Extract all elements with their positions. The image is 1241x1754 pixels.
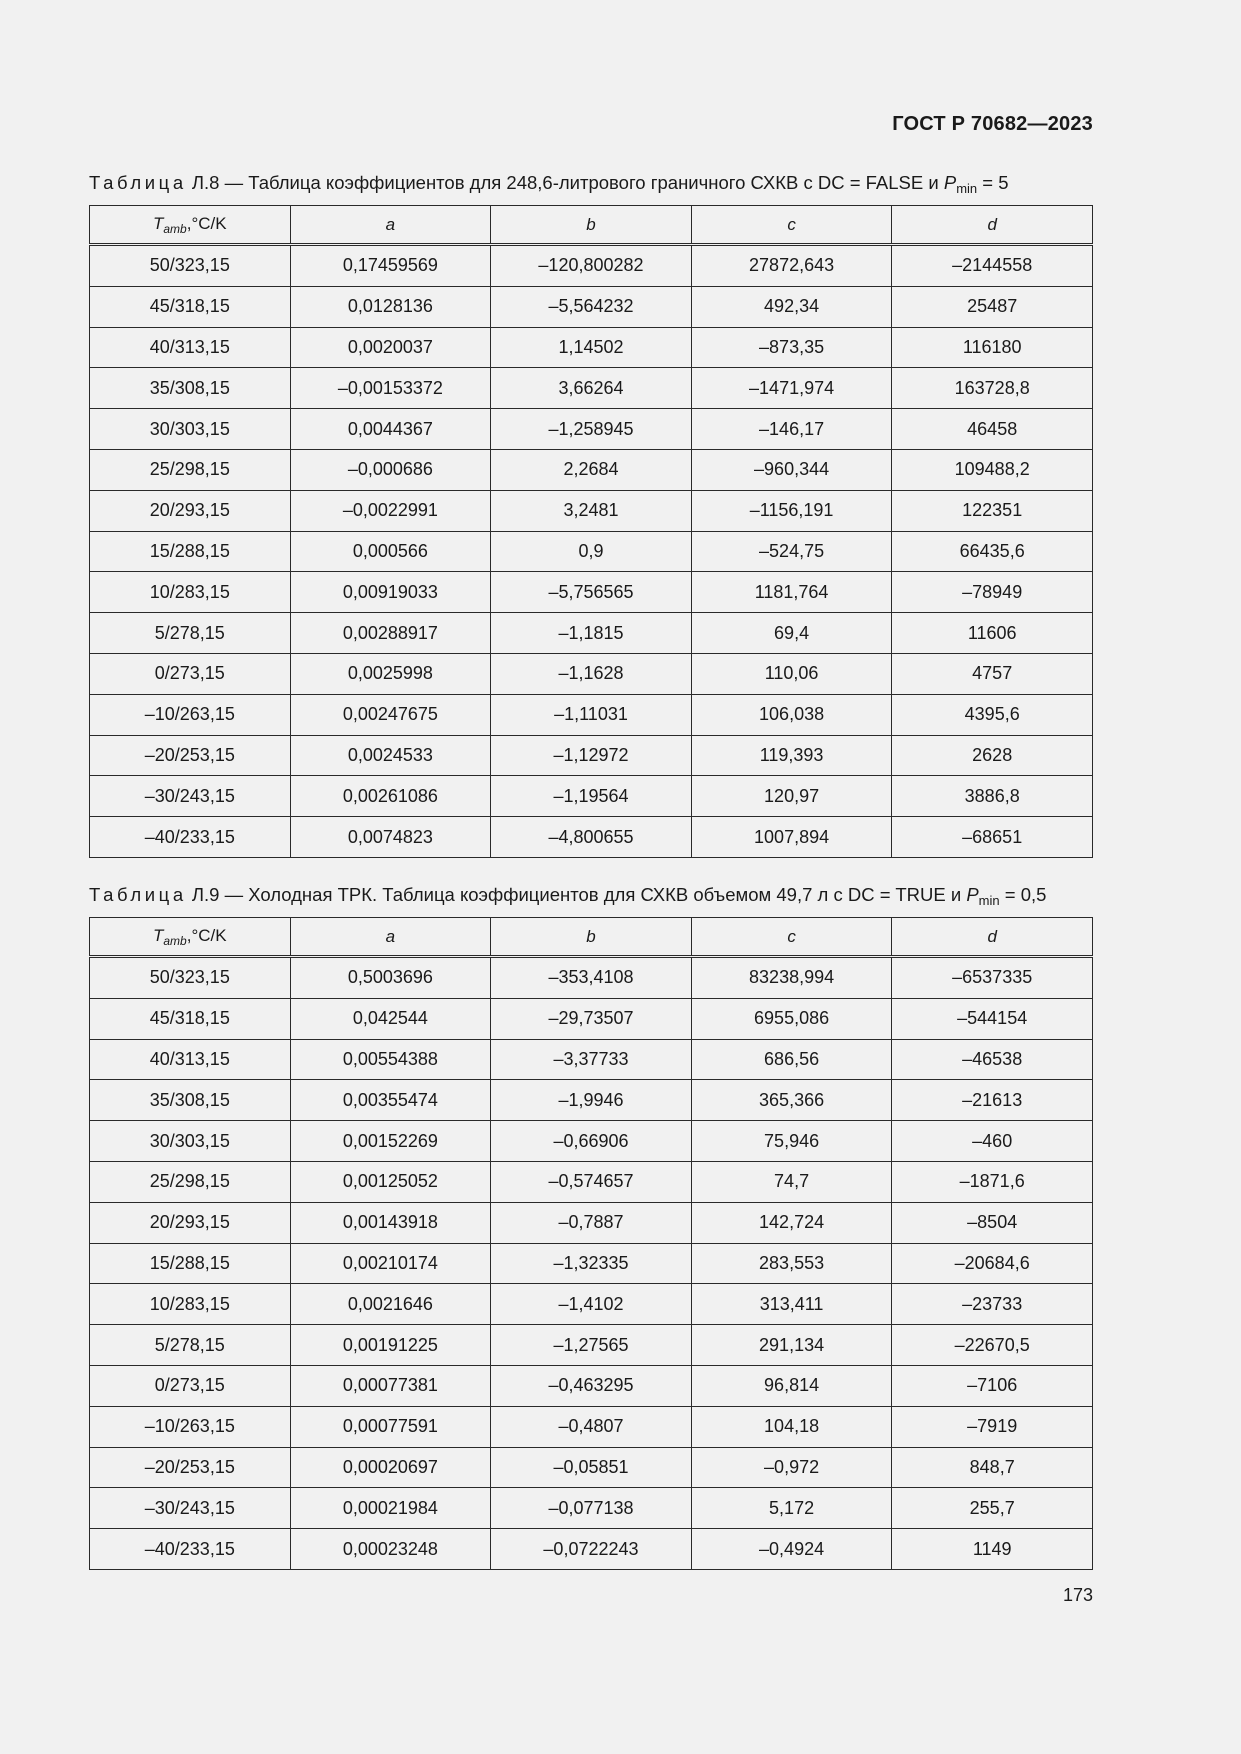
cell-tamb: –30/243,15 <box>90 776 291 817</box>
cell-tamb: –10/263,15 <box>90 694 291 735</box>
cell-tamb: –30/243,15 <box>90 1488 291 1529</box>
cell-c: 74,7 <box>691 1161 892 1202</box>
cell-a: 0,00261086 <box>290 776 491 817</box>
table-row <box>90 1202 1093 1243</box>
caption-tail: = 5 <box>977 172 1009 193</box>
table-row <box>90 998 1093 1039</box>
cell-b: –120,800282 <box>491 245 692 287</box>
cell-c: –1156,191 <box>691 490 892 531</box>
table-row <box>90 572 1093 613</box>
table-row <box>90 245 1093 287</box>
cell-c: –873,35 <box>691 327 892 368</box>
cell-tamb: 20/293,15 <box>90 490 291 531</box>
cell-c: 291,134 <box>691 1325 892 1366</box>
table-l9-body <box>90 957 1093 1570</box>
cell-d: –78949 <box>892 572 1093 613</box>
cell-tamb: 40/313,15 <box>90 327 291 368</box>
cell-c: 83238,994 <box>691 957 892 999</box>
cell-b: –1,11031 <box>491 694 692 735</box>
cell-d: 109488,2 <box>892 449 1093 490</box>
cell-b: –1,27565 <box>491 1325 692 1366</box>
cell-a: 0,00554388 <box>290 1039 491 1080</box>
cell-d: –7106 <box>892 1365 1093 1406</box>
cell-c: 69,4 <box>691 613 892 654</box>
cell-tamb: 15/288,15 <box>90 531 291 572</box>
cell-d: 66435,6 <box>892 531 1093 572</box>
caption-sub: min <box>956 181 978 196</box>
cell-c: 96,814 <box>691 1365 892 1406</box>
cell-tamb: 0/273,15 <box>90 1365 291 1406</box>
cell-c: 142,724 <box>691 1202 892 1243</box>
cell-tamb: –40/233,15 <box>90 1529 291 1570</box>
cell-tamb: 50/323,15 <box>90 245 291 287</box>
cell-d: –7919 <box>892 1406 1093 1447</box>
cell-tamb: 45/318,15 <box>90 286 291 327</box>
cell-a: –0,00153372 <box>290 368 491 409</box>
cell-a: 0,00919033 <box>290 572 491 613</box>
cell-tamb: –20/253,15 <box>90 1447 291 1488</box>
cell-d: –1871,6 <box>892 1161 1093 1202</box>
cell-c: 120,97 <box>691 776 892 817</box>
cell-c: 119,393 <box>691 735 892 776</box>
cell-tamb: 50/323,15 <box>90 957 291 999</box>
cell-b: –1,1628 <box>491 653 692 694</box>
cell-tamb: –10/263,15 <box>90 1406 291 1447</box>
cell-tamb: 35/308,15 <box>90 368 291 409</box>
cell-a: 0,0024533 <box>290 735 491 776</box>
cell-a: –0,000686 <box>290 449 491 490</box>
cell-a: 0,000566 <box>290 531 491 572</box>
cell-tamb: 45/318,15 <box>90 998 291 1039</box>
cell-a: 0,00077591 <box>290 1406 491 1447</box>
cell-tamb: 5/278,15 <box>90 1325 291 1366</box>
cell-a: 0,0021646 <box>290 1284 491 1325</box>
cell-tamb: 20/293,15 <box>90 1202 291 1243</box>
cell-tamb: –40/233,15 <box>90 817 291 858</box>
table-row <box>90 409 1093 450</box>
cell-a: 0,0025998 <box>290 653 491 694</box>
table-header-row <box>90 206 1093 245</box>
caption-text: Л.8 — Таблица коэффициентов для 248,6-литрового граничного СХКВ с DC = FALSE и <box>186 172 944 193</box>
table-row <box>90 449 1093 490</box>
cell-tamb: 30/303,15 <box>90 409 291 450</box>
cell-tamb: 25/298,15 <box>90 449 291 490</box>
cell-d: 163728,8 <box>892 368 1093 409</box>
cell-d: –68651 <box>892 817 1093 858</box>
cell-a: 0,0020037 <box>290 327 491 368</box>
cell-c: 283,553 <box>691 1243 892 1284</box>
cell-b: –5,564232 <box>491 286 692 327</box>
cell-a: 0,00077381 <box>290 1365 491 1406</box>
cell-d: –8504 <box>892 1202 1093 1243</box>
cell-b: 0,9 <box>491 531 692 572</box>
cell-b: –353,4108 <box>491 957 692 999</box>
cell-b: –1,19564 <box>491 776 692 817</box>
table-l8-caption <box>89 172 1009 196</box>
cell-a: 0,00191225 <box>290 1325 491 1366</box>
col-header-d: d <box>892 206 1093 245</box>
cell-a: 0,00152269 <box>290 1121 491 1162</box>
cell-b: –1,32335 <box>491 1243 692 1284</box>
col-header-tamb: $T_{amb},^\circ C/K$ <box>90 918 291 957</box>
cell-b: –29,73507 <box>491 998 692 1039</box>
cell-a: –0,0022991 <box>290 490 491 531</box>
cell-tamb: 5/278,15 <box>90 613 291 654</box>
cell-b: –0,574657 <box>491 1161 692 1202</box>
cell-b: –0,463295 <box>491 1365 692 1406</box>
table-row <box>90 653 1093 694</box>
table-row <box>90 957 1093 999</box>
cell-b: –4,800655 <box>491 817 692 858</box>
cell-d: 4395,6 <box>892 694 1093 735</box>
cell-d: –20684,6 <box>892 1243 1093 1284</box>
col-header-tamb: $T_{amb},^\circ C/K$ <box>90 206 291 245</box>
cell-d: 848,7 <box>892 1447 1093 1488</box>
cell-b: –0,077138 <box>491 1488 692 1529</box>
col-header-c: c <box>691 918 892 957</box>
table-row <box>90 1447 1093 1488</box>
table-row <box>90 735 1093 776</box>
cell-d: –23733 <box>892 1284 1093 1325</box>
cell-c: 1007,894 <box>691 817 892 858</box>
cell-a: 0,00143918 <box>290 1202 491 1243</box>
cell-b: –3,37733 <box>491 1039 692 1080</box>
cell-d: 11606 <box>892 613 1093 654</box>
cell-tamb: 40/313,15 <box>90 1039 291 1080</box>
caption-text: Л.9 — Холодная ТРК. Таблица коэффициентов для СХКВ объемом 49,7 л с DC = TRUE и <box>186 884 967 905</box>
cell-b: –5,756565 <box>491 572 692 613</box>
cell-b: –1,1815 <box>491 613 692 654</box>
col-header-b: b <box>491 918 692 957</box>
caption-var: P <box>966 884 979 905</box>
table-l9 <box>89 917 1093 1570</box>
cell-d: –46538 <box>892 1039 1093 1080</box>
cell-c: –1471,974 <box>691 368 892 409</box>
table-row <box>90 1080 1093 1121</box>
cell-c: 5,172 <box>691 1488 892 1529</box>
cell-c: –0,972 <box>691 1447 892 1488</box>
caption-word: Таблица <box>89 884 187 905</box>
cell-d: 25487 <box>892 286 1093 327</box>
cell-d: 3886,8 <box>892 776 1093 817</box>
cell-a: 0,00021984 <box>290 1488 491 1529</box>
page-number: 173 <box>1062 1585 1093 1605</box>
table-row <box>90 1039 1093 1080</box>
cell-tamb: 0/273,15 <box>90 653 291 694</box>
cell-d: –22670,5 <box>892 1325 1093 1366</box>
table-row <box>90 286 1093 327</box>
table-row <box>90 1365 1093 1406</box>
cell-a: 0,042544 <box>290 998 491 1039</box>
cell-b: –0,7887 <box>491 1202 692 1243</box>
cell-c: –524,75 <box>691 531 892 572</box>
cell-c: 1181,764 <box>691 572 892 613</box>
cell-tamb: 15/288,15 <box>90 1243 291 1284</box>
cell-b: 1,14502 <box>491 327 692 368</box>
cell-b: –0,0722243 <box>491 1529 692 1570</box>
cell-a: 0,0128136 <box>290 286 491 327</box>
table-row <box>90 613 1093 654</box>
cell-a: 0,00247675 <box>290 694 491 735</box>
cell-d: 122351 <box>892 490 1093 531</box>
cell-b: –0,05851 <box>491 1447 692 1488</box>
table-row <box>90 1121 1093 1162</box>
cell-a: 0,00020697 <box>290 1447 491 1488</box>
cell-c: –960,344 <box>691 449 892 490</box>
cell-b: –0,4807 <box>491 1406 692 1447</box>
table-row <box>90 490 1093 531</box>
cell-a: 0,0074823 <box>290 817 491 858</box>
table-l9-caption <box>89 884 1046 908</box>
col-header-d: d <box>892 918 1093 957</box>
cell-b: 3,66264 <box>491 368 692 409</box>
caption-word: Таблица <box>89 172 187 193</box>
cell-c: 365,366 <box>691 1080 892 1121</box>
cell-b: –0,66906 <box>491 1121 692 1162</box>
table-row <box>90 1529 1093 1570</box>
cell-a: 0,00288917 <box>290 613 491 654</box>
cell-c: –0,4924 <box>691 1529 892 1570</box>
cell-c: 104,18 <box>691 1406 892 1447</box>
cell-c: 75,946 <box>691 1121 892 1162</box>
caption-sub: min <box>978 893 1000 908</box>
cell-b: –1,9946 <box>491 1080 692 1121</box>
table-l8 <box>89 205 1093 858</box>
cell-c: 106,038 <box>691 694 892 735</box>
cell-d: 1149 <box>892 1529 1093 1570</box>
cell-c: 313,411 <box>691 1284 892 1325</box>
cell-d: –21613 <box>892 1080 1093 1121</box>
cell-a: 0,00125052 <box>290 1161 491 1202</box>
table-header-row <box>90 918 1093 957</box>
cell-tamb: 30/303,15 <box>90 1121 291 1162</box>
table-row <box>90 1488 1093 1529</box>
cell-c: 27872,643 <box>691 245 892 287</box>
cell-d: –2144558 <box>892 245 1093 287</box>
cell-a: 0,5003696 <box>290 957 491 999</box>
table-row <box>90 1161 1093 1202</box>
cell-a: 0,17459569 <box>290 245 491 287</box>
cell-d: 46458 <box>892 409 1093 450</box>
col-header-b: b <box>491 206 692 245</box>
cell-c: –146,17 <box>691 409 892 450</box>
table-row <box>90 694 1093 735</box>
cell-b: 2,2684 <box>491 449 692 490</box>
cell-c: 110,06 <box>691 653 892 694</box>
cell-d: –460 <box>892 1121 1093 1162</box>
document-code: ГОСТ Р 70682—2023 <box>892 113 1093 135</box>
table-row <box>90 1284 1093 1325</box>
cell-tamb: 35/308,15 <box>90 1080 291 1121</box>
cell-d: 2628 <box>892 735 1093 776</box>
cell-b: –1,12972 <box>491 735 692 776</box>
table-row <box>90 531 1093 572</box>
table-row <box>90 1406 1093 1447</box>
table-row <box>90 1325 1093 1366</box>
cell-a: 0,00023248 <box>290 1529 491 1570</box>
cell-d: 116180 <box>892 327 1093 368</box>
cell-d: 255,7 <box>892 1488 1093 1529</box>
table-row <box>90 327 1093 368</box>
cell-d: 4757 <box>892 653 1093 694</box>
cell-tamb: –20/253,15 <box>90 735 291 776</box>
cell-d: –544154 <box>892 998 1093 1039</box>
col-header-c: c <box>691 206 892 245</box>
cell-a: 0,0044367 <box>290 409 491 450</box>
table-row <box>90 817 1093 858</box>
cell-c: 686,56 <box>691 1039 892 1080</box>
cell-a: 0,00210174 <box>290 1243 491 1284</box>
table-row <box>90 776 1093 817</box>
col-header-a: a <box>290 918 491 957</box>
cell-a: 0,00355474 <box>290 1080 491 1121</box>
cell-b: 3,2481 <box>491 490 692 531</box>
cell-b: –1,258945 <box>491 409 692 450</box>
cell-d: –6537335 <box>892 957 1093 999</box>
caption-var: P <box>943 172 957 193</box>
cell-c: 492,34 <box>691 286 892 327</box>
cell-c: 6955,086 <box>691 998 892 1039</box>
table-row <box>90 1243 1093 1284</box>
cell-b: –1,4102 <box>491 1284 692 1325</box>
caption-tail: = 0,5 <box>999 884 1047 905</box>
table-row <box>90 368 1093 409</box>
cell-tamb: 10/283,15 <box>90 1284 291 1325</box>
cell-tamb: 10/283,15 <box>90 572 291 613</box>
table-l8-body <box>90 245 1093 858</box>
col-header-a: a <box>290 206 491 245</box>
cell-tamb: 25/298,15 <box>90 1161 291 1202</box>
